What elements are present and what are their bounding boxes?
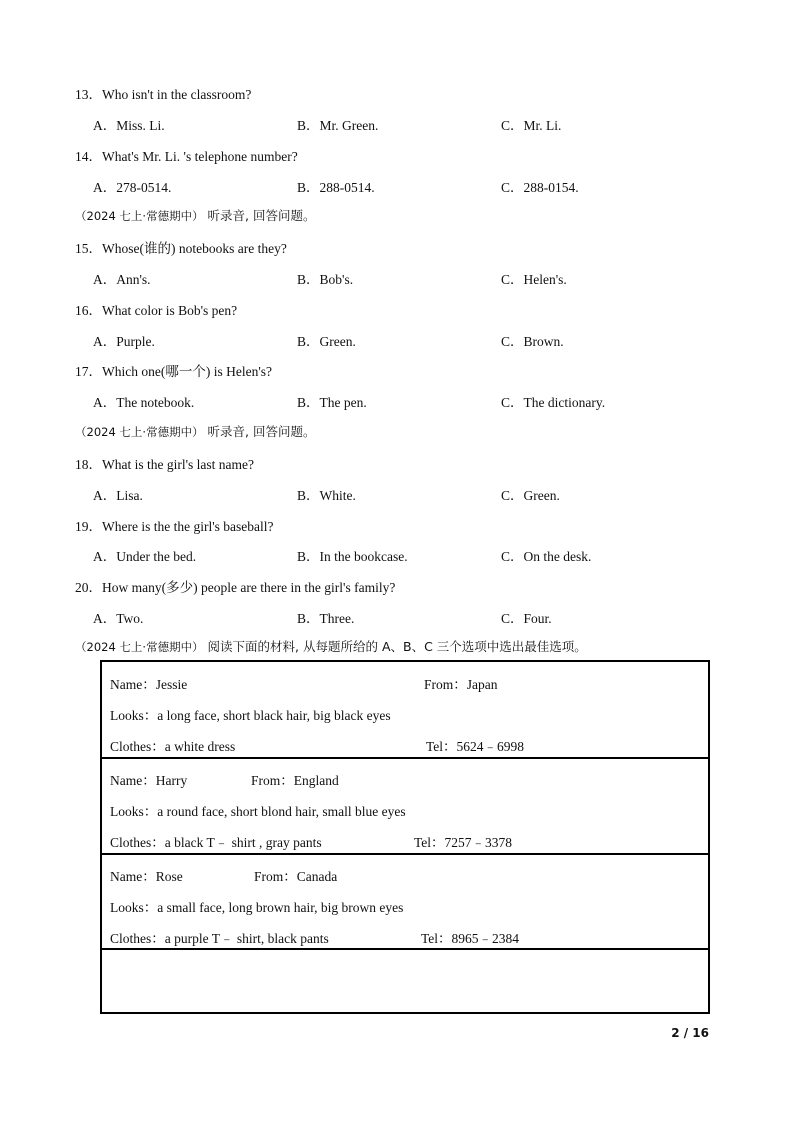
- question-13-stem: 13．Who isn't in the classroom?: [75, 87, 252, 102]
- question-13-option-c[interactable]: C．Mr. Li.: [501, 118, 562, 133]
- question-15-option-c[interactable]: C．Helen's.: [501, 272, 567, 287]
- card-from: From：Japan: [424, 677, 498, 692]
- question-16-option-b[interactable]: B．Green.: [297, 334, 356, 349]
- card-looks: Looks：a small face, long brown hair, big brown eyes: [110, 900, 404, 915]
- question-19-stem: 19．Where is the the girl's baseball?: [75, 519, 274, 534]
- question-18-stem: 18．What is the girl's last name?: [75, 457, 255, 472]
- profile-card-rose: [100, 853, 710, 948]
- question-14-stem: 14．What's Mr. Li. 's telephone number?: [75, 149, 298, 164]
- question-17-option-b[interactable]: B．The pen.: [297, 395, 367, 410]
- empty-card: [100, 948, 710, 1014]
- question-14-option-a[interactable]: A．278-0514.: [93, 180, 172, 195]
- source-note-2: （2024 七上·常德期中） 听录音, 回答问题。: [75, 424, 316, 439]
- card-from: From：England: [251, 773, 339, 788]
- question-15-option-a[interactable]: A．Ann's.: [93, 272, 151, 287]
- source-note-1: （2024 七上·常德期中） 听录音, 回答问题。: [75, 208, 316, 223]
- profile-card-jessie: [100, 660, 710, 757]
- card-from: From：Canada: [254, 869, 338, 884]
- card-tel: Tel：8965﹣2384: [421, 931, 520, 946]
- question-13-option-a[interactable]: A．Miss. Li.: [93, 118, 165, 133]
- question-20-option-b[interactable]: B．Three.: [297, 611, 355, 626]
- question-15-stem: 15．Whose(谁的) notebooks are they?: [75, 241, 287, 256]
- card-name: Name：Harry: [110, 773, 188, 788]
- question-13-option-b[interactable]: B．Mr. Green.: [297, 118, 379, 133]
- card-tel: Tel：5624﹣6998: [426, 739, 525, 754]
- card-looks: Looks：a long face, short black hair, big black eyes: [110, 708, 391, 723]
- card-clothes: Clothes：a black T﹣ shirt , gray pants: [110, 835, 322, 850]
- card-clothes: Clothes：a white dress: [110, 739, 236, 754]
- question-14-option-b[interactable]: B．288-0514.: [297, 180, 375, 195]
- question-20-option-a[interactable]: A．Two.: [93, 611, 144, 626]
- profile-card-harry: [100, 757, 710, 853]
- page-number: 2 / 16: [671, 1026, 709, 1040]
- card-clothes: Clothes：a purple T﹣ shirt, black pants: [110, 931, 329, 946]
- question-18-option-b[interactable]: B．White.: [297, 488, 356, 503]
- question-19-option-b[interactable]: B．In the bookcase.: [297, 549, 408, 564]
- question-18-option-a[interactable]: A．Lisa.: [93, 488, 143, 503]
- question-19-option-a[interactable]: A．Under the bed.: [93, 549, 197, 564]
- question-19-option-c[interactable]: C．On the desk.: [501, 549, 592, 564]
- question-18-option-c[interactable]: C．Green.: [501, 488, 560, 503]
- question-20-stem: 20．How many(多少) people are there in the girl's family?: [75, 580, 396, 595]
- question-15-option-b[interactable]: B．Bob's.: [297, 272, 354, 287]
- card-looks: Looks：a round face, short blond hair, small blue eyes: [110, 804, 406, 819]
- card-tel: Tel：7257﹣3378: [414, 835, 513, 850]
- question-16-option-c[interactable]: C．Brown.: [501, 334, 564, 349]
- question-17-stem: 17．Which one(哪一个) is Helen's?: [75, 364, 273, 379]
- question-20-option-c[interactable]: C．Four.: [501, 611, 552, 626]
- question-17-option-c[interactable]: C．The dictionary.: [501, 395, 606, 410]
- source-note-3: （2024 七上·常德期中） 阅读下面的材料, 从每题所给的 A、B、C 三个选项中选出最佳选项。: [75, 639, 587, 654]
- question-17-option-a[interactable]: A．The notebook.: [93, 395, 195, 410]
- question-14-option-c[interactable]: C．288-0154.: [501, 180, 579, 195]
- question-16-stem: 16．What color is Bob's pen?: [75, 303, 238, 318]
- card-name: Name：Rose: [110, 869, 183, 884]
- card-name: Name：Jessie: [110, 677, 188, 692]
- question-16-option-a[interactable]: A．Purple.: [93, 334, 155, 349]
